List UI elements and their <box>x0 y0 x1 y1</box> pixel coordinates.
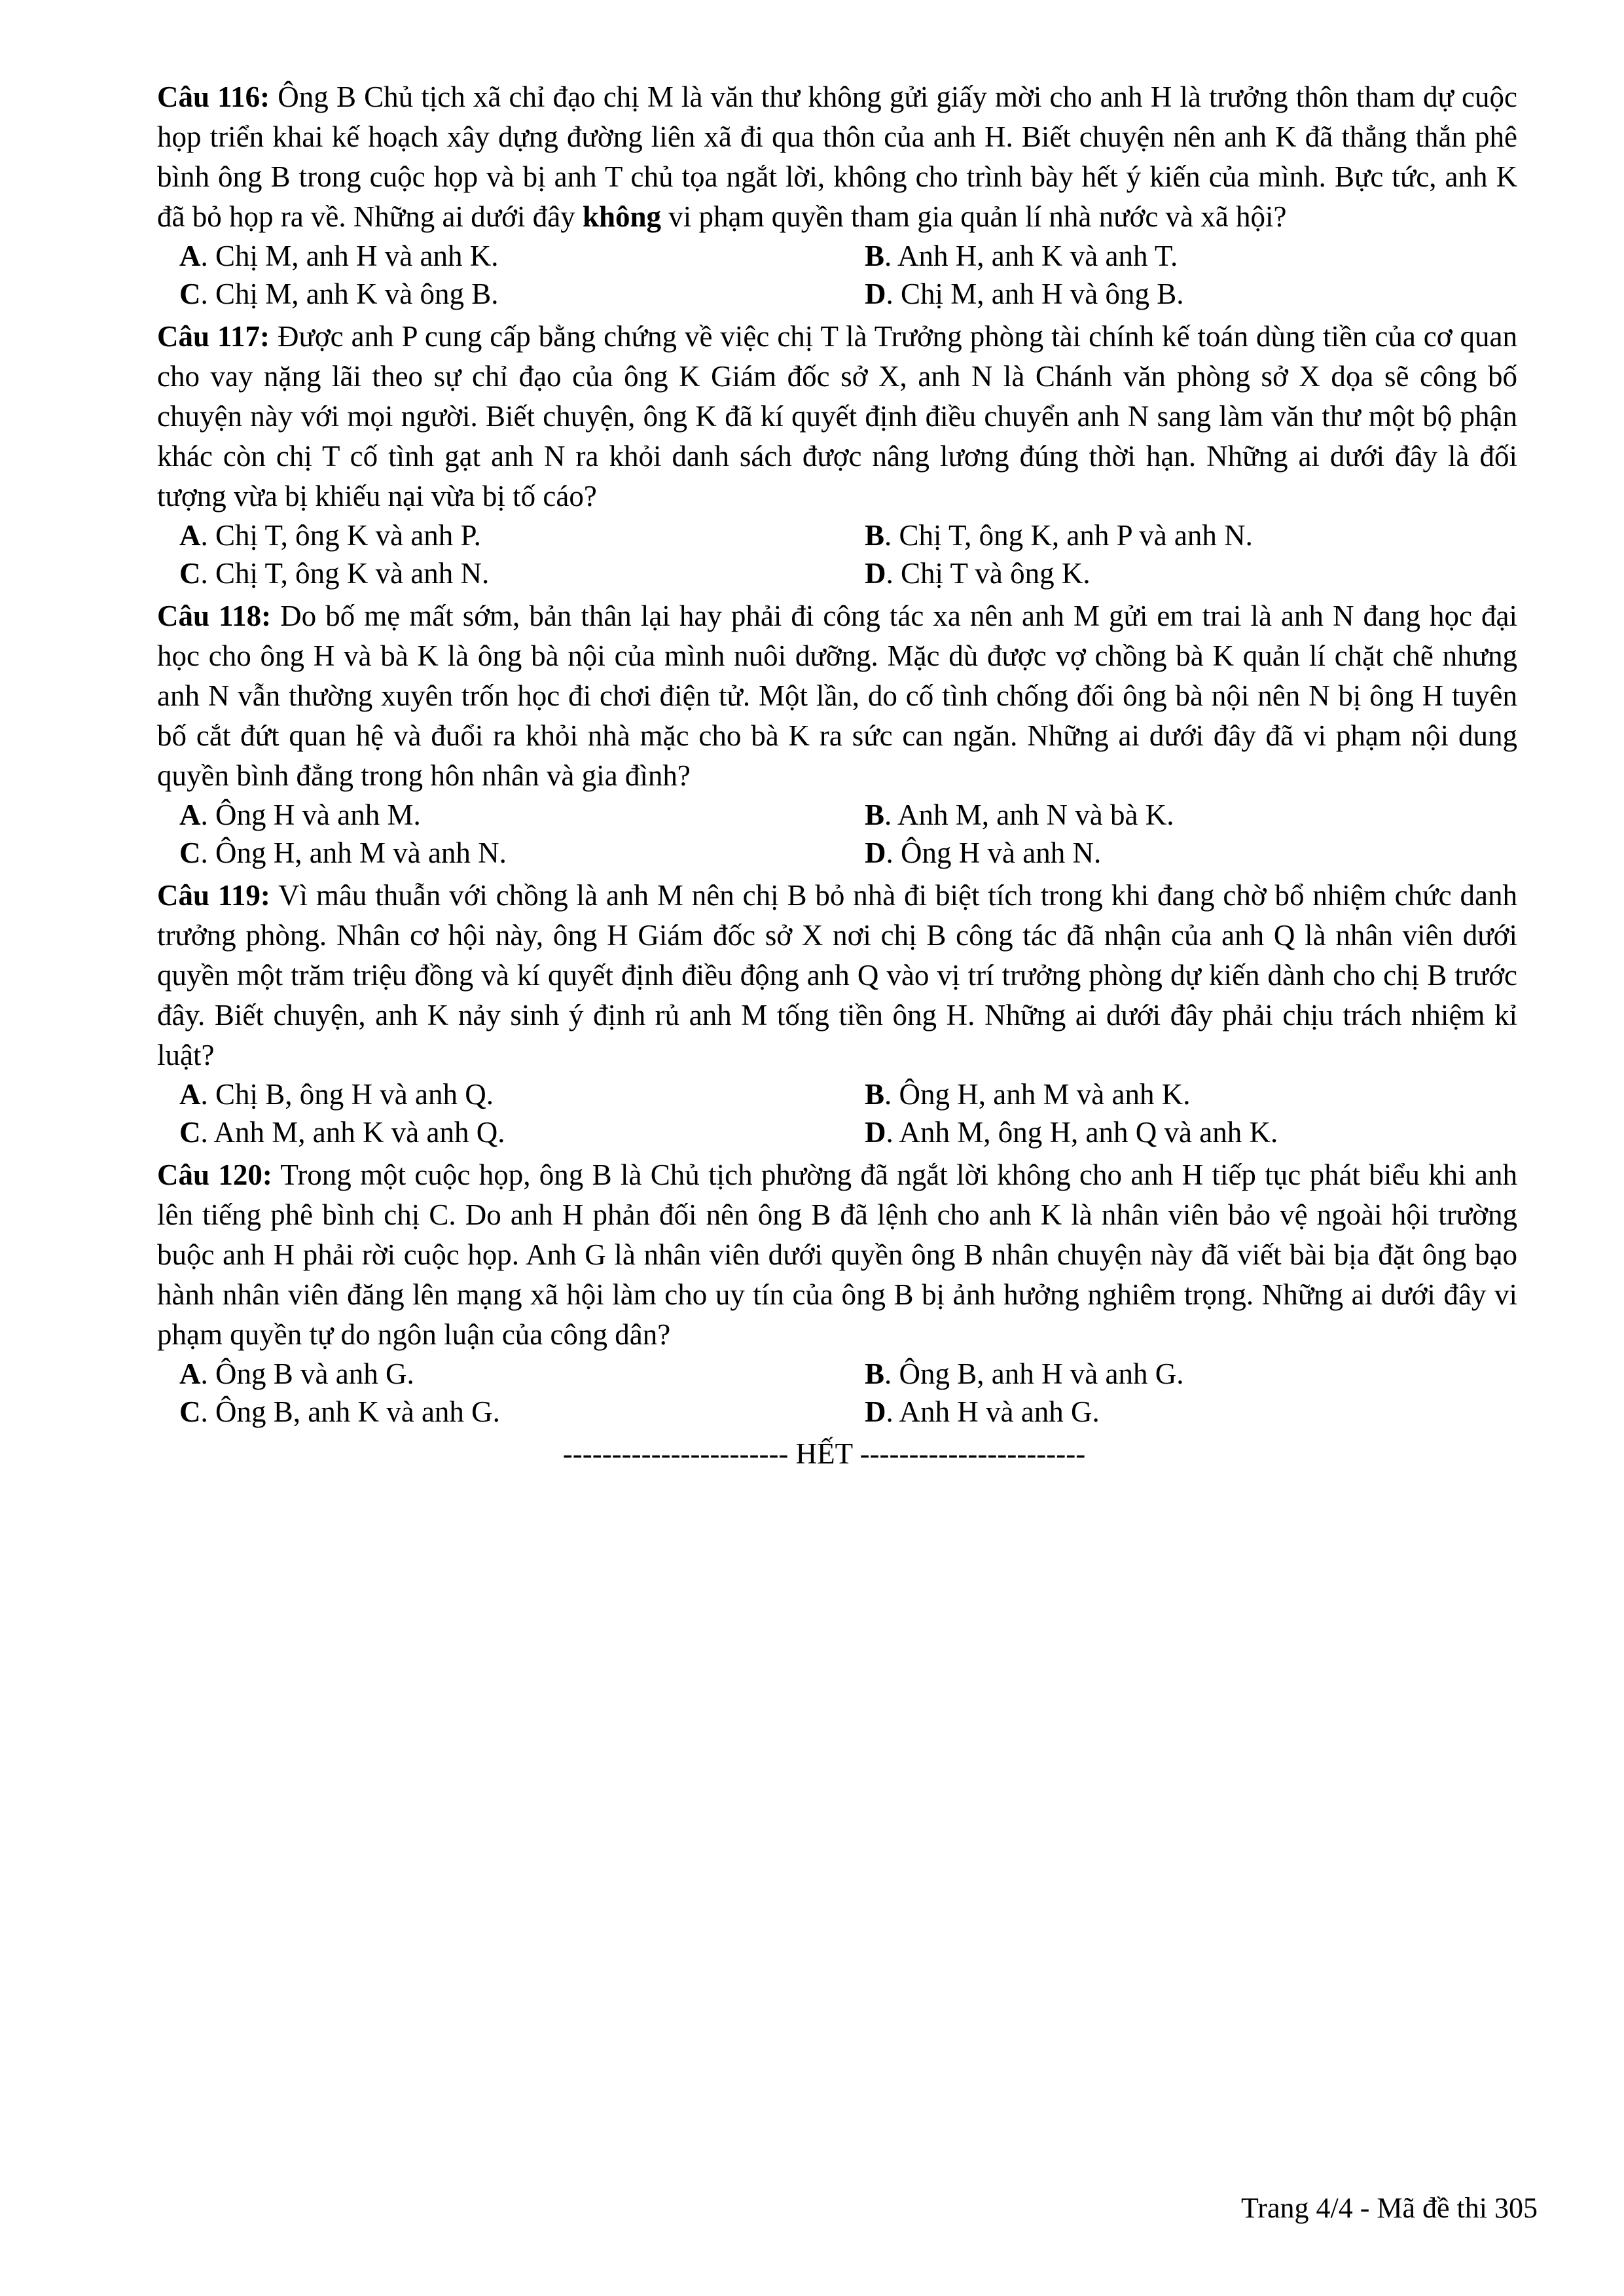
option-d: D. Chị T và ông K. <box>865 557 1091 590</box>
question-label: Câu 120: <box>157 1158 272 1191</box>
question-stem <box>157 596 1517 796</box>
answer-options <box>157 237 1517 313</box>
option-c: C. Anh M, anh K và anh Q. <box>179 1116 505 1149</box>
answer-options <box>157 1355 1517 1431</box>
question-118 <box>157 596 1517 872</box>
answer-options <box>157 796 1517 872</box>
option-c: C. Ông H, anh M và anh N. <box>179 836 507 869</box>
option-b: B. Anh H, anh K và anh T. <box>865 240 1178 272</box>
question-text: Trong một cuộc họp, ông B là Chủ tịch phường đã ngắt lời không cho anh H tiếp tục phát biểu khi anh lên tiếng phê bình chị C. Do anh H phản đối nên ông B đã lệnh cho anh K là nhân viên bảo vệ ngoài hội trường buộc anh H phải rời cuộc họp. Anh G là nhân viên dưới quyền ông B nhân chuyện này đã viết bài bịa đặt ông bạo hành nhân viên đăng lên mạng xã hội làm cho uy tín của ông B bị ảnh hưởng nghiêm trọng. Những ai dưới đây vi phạm quyền tự do ngôn luận của công dân? <box>157 1158 1517 1351</box>
option-a: A. Chị B, ông H và anh Q. <box>179 1078 494 1111</box>
question-label: Câu 116: <box>157 81 270 113</box>
question-text: Được anh P cung cấp bằng chứng về việc chị T là Trưởng phòng tài chính kế toán dùng tiền của cơ quan cho vay nặng lãi theo sự chỉ đạo của ông K Giám đốc sở X, anh N là Chánh văn phòng sở X dọa sẽ công bố chuyện này với mọi người. Biết chuyện, ông K đã kí quyết định điều chuyển anh N sang làm văn thư một bộ phận khác còn chị T cố tình gạt anh N ra khỏi danh sách được nâng lương đúng thời hạn. Những ai dưới đây là đối tượng vừa bị khiếu nại vừa bị tố cáo? <box>157 320 1518 512</box>
option-b: B. Chị T, ông K, anh P và anh N. <box>865 519 1253 552</box>
question-text: Do bố mẹ mất sớm, bản thân lại hay phải đi công tác xa nên anh M gửi em trai là anh N đang học đại học cho ông H và bà K là ông bà nội của mình nuôi dưỡng. Mặc dù được vợ chồng bà K quản lí chặt chẽ nhưng anh N vẫn thường xuyên trốn học đi chơi điện tử. Một lần, do cố tình chống đối ông bà nội nên N bị ông H tuyên bố cắt đứt quan hệ và đuổi ra khỏi nhà mặc cho bà K ra sức can ngăn. Những ai dưới đây đã vi phạm nội dung quyền bình đẳng trong hôn nhân và gia đình? <box>157 600 1517 792</box>
question-label: Câu 119: <box>157 879 270 912</box>
question-text: Ông B Chủ tịch xã chỉ đạo chị M là văn thư không gửi giấy mời cho anh H là trưởng thôn tham dự cuộc họp triển khai kế hoạch xây dựng đường liên xã đi qua thôn của anh H. Biết chuyện nên anh K đã thẳng thắn phê bình ông B trong cuộc họp và bị anh T chủ tọa ngắt lời, không cho trình bày hết ý kiến của mình. Bực tức, anh K đã bỏ họp ra về. Những ai dưới đây <box>157 81 1517 233</box>
option-c: C. Chị T, ông K và anh N. <box>179 557 490 590</box>
option-c: C. Ông B, anh K và anh G. <box>179 1395 500 1428</box>
question-120 <box>157 1155 1517 1431</box>
question-116 <box>157 77 1517 313</box>
question-stem <box>157 77 1517 237</box>
question-label: Câu 118: <box>157 600 272 632</box>
option-a: A. Ông H và anh M. <box>179 798 421 831</box>
end-marker: ----------------------- HẾT ----------------------- <box>562 1437 1086 1470</box>
option-a: A. Ông B và anh G. <box>179 1357 414 1390</box>
option-c: C. Chị M, anh K và ông B. <box>179 278 499 310</box>
option-b: B. Ông H, anh M và anh K. <box>865 1078 1191 1111</box>
question-stem <box>157 317 1517 516</box>
question-label: Câu 117: <box>157 320 270 353</box>
option-d: D. Anh H và anh G. <box>865 1395 1100 1428</box>
option-d: D. Anh M, ông H, anh Q và anh K. <box>865 1116 1278 1149</box>
option-b: B. Anh M, anh N và bà K. <box>865 798 1174 831</box>
option-d: D. Ông H và anh N. <box>865 836 1102 869</box>
question-stem <box>157 876 1517 1075</box>
question-text-continued: vi phạm quyền tham gia quản lí nhà nước và xã hội? <box>661 200 1287 233</box>
exam-page <box>157 77 1517 1473</box>
option-a: A. Chị M, anh H và anh K. <box>179 240 499 272</box>
question-117 <box>157 317 1517 592</box>
answer-options <box>157 516 1517 592</box>
question-emphasis: không <box>582 200 662 233</box>
option-d: D. Chị M, anh H và ông B. <box>865 278 1184 310</box>
page-footer: Trang 4/4 - Mã đề thi 305 <box>1240 2192 1538 2224</box>
question-119 <box>157 876 1517 1151</box>
option-b: B. Ông B, anh H và anh G. <box>865 1357 1184 1390</box>
option-a: A. Chị T, ông K và anh P. <box>179 519 481 552</box>
question-stem <box>157 1155 1517 1355</box>
answer-options <box>157 1075 1517 1151</box>
question-text: Vì mâu thuẫn với chồng là anh M nên chị B bỏ nhà đi biệt tích trong khi đang chờ bổ nhiệm chức danh trưởng phòng. Nhân cơ hội này, ông H Giám đốc sở X nơi chị B công tác đã nhận của anh Q là nhân viên dưới quyền một trăm triệu đồng và kí quyết định điều động anh Q vào vị trí trưởng phòng dự kiến dành cho chị B trước đây. Biết chuyện, anh K nảy sinh ý định rủ anh M tống tiền ông H. Những ai dưới đây phải chịu trách nhiệm kỉ luật? <box>157 879 1517 1071</box>
